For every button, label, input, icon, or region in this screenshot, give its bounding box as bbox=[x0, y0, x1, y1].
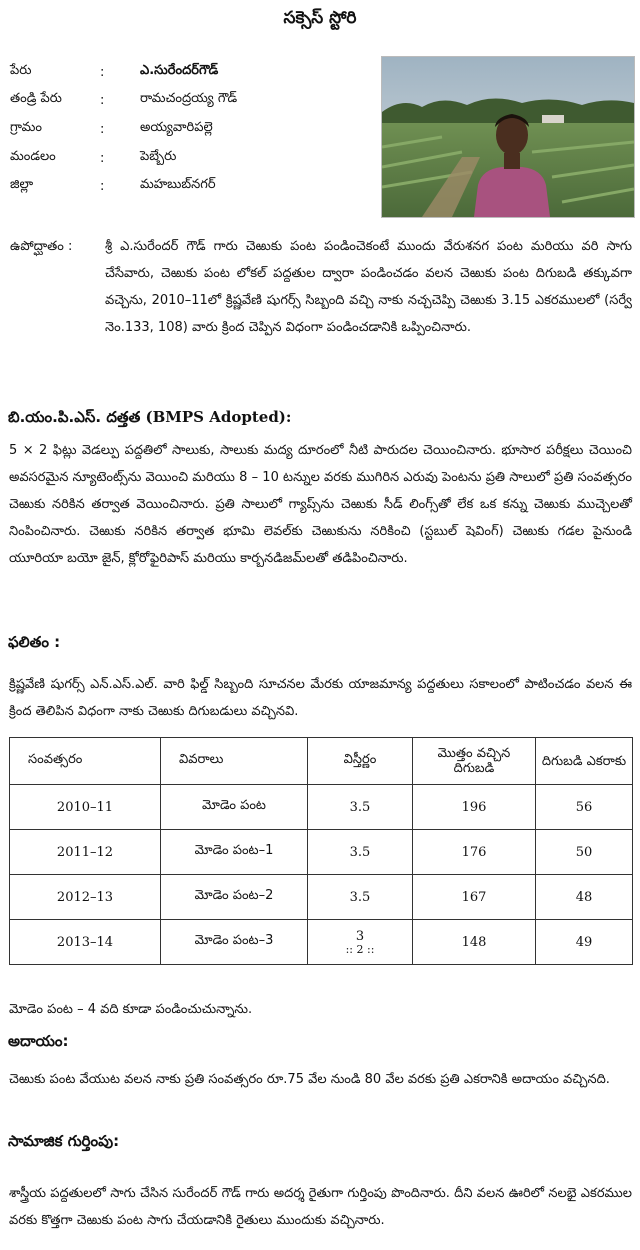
header-yield-per-acre: దిగుబడి ఎకరాకు bbox=[536, 738, 633, 785]
profile-row-father bbox=[10, 87, 370, 113]
bmps-heading-english: (BMPS Adopted): bbox=[145, 408, 292, 426]
page-title: సక్సెస్ స్టోరి bbox=[283, 8, 357, 28]
yield-table bbox=[9, 737, 633, 965]
cell-per-acre: 50 bbox=[536, 830, 633, 875]
income-paragraph: చెఱుకు పంట వేయుట వలన నాకు ప్రతి సంవత్సరం రూ.75 వేల నుండి 80 వేల వరకు ప్రతి ఎకరానికి అదాయం వచ్చినది. bbox=[9, 1072, 610, 1087]
cell-detail: మోడెం పంట–3 bbox=[161, 920, 308, 965]
profile-row-name bbox=[10, 59, 370, 85]
profile-label: పేరు bbox=[10, 63, 32, 78]
table-row bbox=[10, 875, 633, 920]
profile-value: పెబ్బేరు bbox=[140, 149, 177, 164]
cell-year: 2013–14 bbox=[10, 920, 161, 965]
cell-area: 3.5 bbox=[308, 875, 413, 920]
neck bbox=[504, 153, 520, 169]
farmer-photo bbox=[381, 56, 635, 218]
result-heading: ఫలితం : bbox=[8, 633, 61, 651]
yield-table-header-row bbox=[10, 738, 633, 785]
income-heading: అదాయం: bbox=[8, 1032, 69, 1050]
header-detail: వివరాలు bbox=[161, 738, 308, 785]
profile-label: తండ్రి పేరు bbox=[10, 91, 62, 106]
profile-colon: : bbox=[100, 150, 105, 166]
profile-value: అయ్యవారిపల్లె bbox=[140, 120, 213, 135]
profile-row-village bbox=[10, 116, 370, 142]
cell-per-acre: 49 bbox=[536, 920, 633, 965]
cell-year: 2011–12 bbox=[10, 830, 161, 875]
profile-colon: : bbox=[100, 92, 105, 108]
cell-area-note: :: 2 :: bbox=[345, 943, 375, 956]
profile-label: గ్రామం bbox=[10, 120, 42, 135]
bmps-heading-telugu: బి.యం.పి.ఎస్. దత్తత bbox=[8, 408, 141, 426]
header-area: విస్తీర్ణం bbox=[308, 738, 413, 785]
cell-year: 2010–11 bbox=[10, 785, 161, 830]
intro-label: ఉపోద్ఘాతం : bbox=[10, 239, 73, 254]
profile-colon: : bbox=[100, 178, 105, 194]
table-row bbox=[10, 785, 633, 830]
shirt bbox=[474, 167, 550, 217]
profile-value: రామచంద్రయ్య గౌడ్ bbox=[140, 91, 238, 106]
profile-label: మండలం bbox=[10, 149, 56, 164]
result-paragraph: క్రిష్ణవేణి షుగర్స్ ఎన్.ఎస్.ఎల్. వారి ఫిల్డ్ సిబ్బంది సూచనల మేరకు యాజమాన్య పద్దతులు సకాలంలో పాటించడం వలన ఈ క్రింద తెలిపిన విధంగా నాకు చెఱుకు దిగుబడులు వచ్చినవి. bbox=[9, 677, 632, 719]
cell-detail: మోడెం పంట bbox=[161, 785, 308, 830]
cell-detail: మోడెం పంట–1 bbox=[161, 830, 308, 875]
cell-detail: మోడెం పంట–2 bbox=[161, 875, 308, 920]
profile-colon: : bbox=[100, 121, 105, 137]
note-text: మోడెం పంట – 4 వది కూడా పండించుచున్నాను. bbox=[9, 1002, 253, 1017]
cell-total: 148 bbox=[413, 920, 536, 965]
header-year: సంవత్సరం bbox=[10, 738, 161, 785]
intro-paragraph: శ్రీ ఎ.సురేందర్ గౌడ్ గారు చెఱుకు పంట పండించెకంటే ముందు వేరుశనగ పంట మరియు వరి సాగు చేసేవారు, చెఱుకు పంట లోకల్ పద్దతుల ద్వారా పండించడం వలన చెఱుకు పంట దిగుబడి తక్కువగా వచ్చెను, 2010–11లో క్రిష్ణవేణి షుగర్స్ సిబ్బంది వచ్చి నాకు నచ్చచెప్పి చెఱుకు 3.15 ఎకరములలో (సర్వే నెం.133, 108) వారు క్రింద చెప్పిన విధంగా పండించడానికి ఒప్పించినారు. bbox=[105, 239, 632, 335]
cell-year: 2012–13 bbox=[10, 875, 161, 920]
farmer-photo-illustration bbox=[382, 57, 634, 217]
table-row bbox=[10, 920, 633, 965]
cell-per-acre: 48 bbox=[536, 875, 633, 920]
recognition-paragraph: శాస్త్రీయ పద్దతులలో సాగు చేసిన సురేందర్ గౌడ్ గారు అదర్శ రైతుగా గుర్తింపు పొందినారు. దీని వలన ఊరిలో నలభై ఎకరముల వరకు కొత్తగా చెఱుకు పంట సాగు చేయడానికి రైతులు ముందుకు వచ్చినారు. bbox=[9, 1186, 632, 1228]
cell-area: 3.5 bbox=[308, 830, 413, 875]
cell-total: 176 bbox=[413, 830, 536, 875]
header-total-yield: మొత్తం వచ్చిన దిగుబడి bbox=[413, 738, 536, 785]
cell-area-value: 3 bbox=[355, 929, 365, 944]
cell-area: 3.5 bbox=[308, 785, 413, 830]
recognition-heading: సామాజిక గుర్తింపు: bbox=[8, 1132, 120, 1150]
cell-per-acre: 56 bbox=[536, 785, 633, 830]
bmps-heading bbox=[8, 408, 291, 430]
profile-value: ఎ.సురేందర్‌గౌడ్ bbox=[140, 63, 219, 78]
cell-total: 167 bbox=[413, 875, 536, 920]
profile-value: మహబుబ్‌నగర్ bbox=[140, 177, 216, 192]
cell-area bbox=[308, 920, 413, 965]
profile-row-district bbox=[10, 173, 370, 199]
cell-total: 196 bbox=[413, 785, 536, 830]
profile-row-mandal bbox=[10, 145, 370, 171]
profile-colon: : bbox=[100, 64, 105, 80]
bmps-paragraph: 5 × 2 ఫిట్లు వెడల్పు పద్దతిలో సాలుకు, సాలుకు మద్య దూరంలో నీటి పారుదల చెయించినారు. భూసార పరీక్షలు చెయించి అవసరమైన న్యూటెంట్స్‌ను వెయించి మరియు 8 – 10 టన్నుల వరకు ముగిరిన ఎరువు పెంటను ప్రతి సాలులో ప్రతి సంవత్సరం చెఱుకు నరికిన తర్వాత వెయించినారు. ప్రతి సాలులో గ్యాప్స్‌ను చెఱుకు సీడ్ లింగ్స్‌తో లేక ఒక కన్ను చెఱుకు ముచ్చెలతో నింపించినారు. చెఱుకు నరికిన తర్వాత భూమి లెవల్‌కు చెఱుకును నరికించి (స్టబుల్ షెవింగ్) చెఱుకు గడల పైనుండి యూరియా బయో జైన్, క్లోరోఫైరిపాస్ మరియు కార్బనడిజమ్‌లతో తడిపించినారు. bbox=[9, 443, 632, 566]
profile-label: జిల్లా bbox=[10, 177, 34, 192]
table-row bbox=[10, 830, 633, 875]
